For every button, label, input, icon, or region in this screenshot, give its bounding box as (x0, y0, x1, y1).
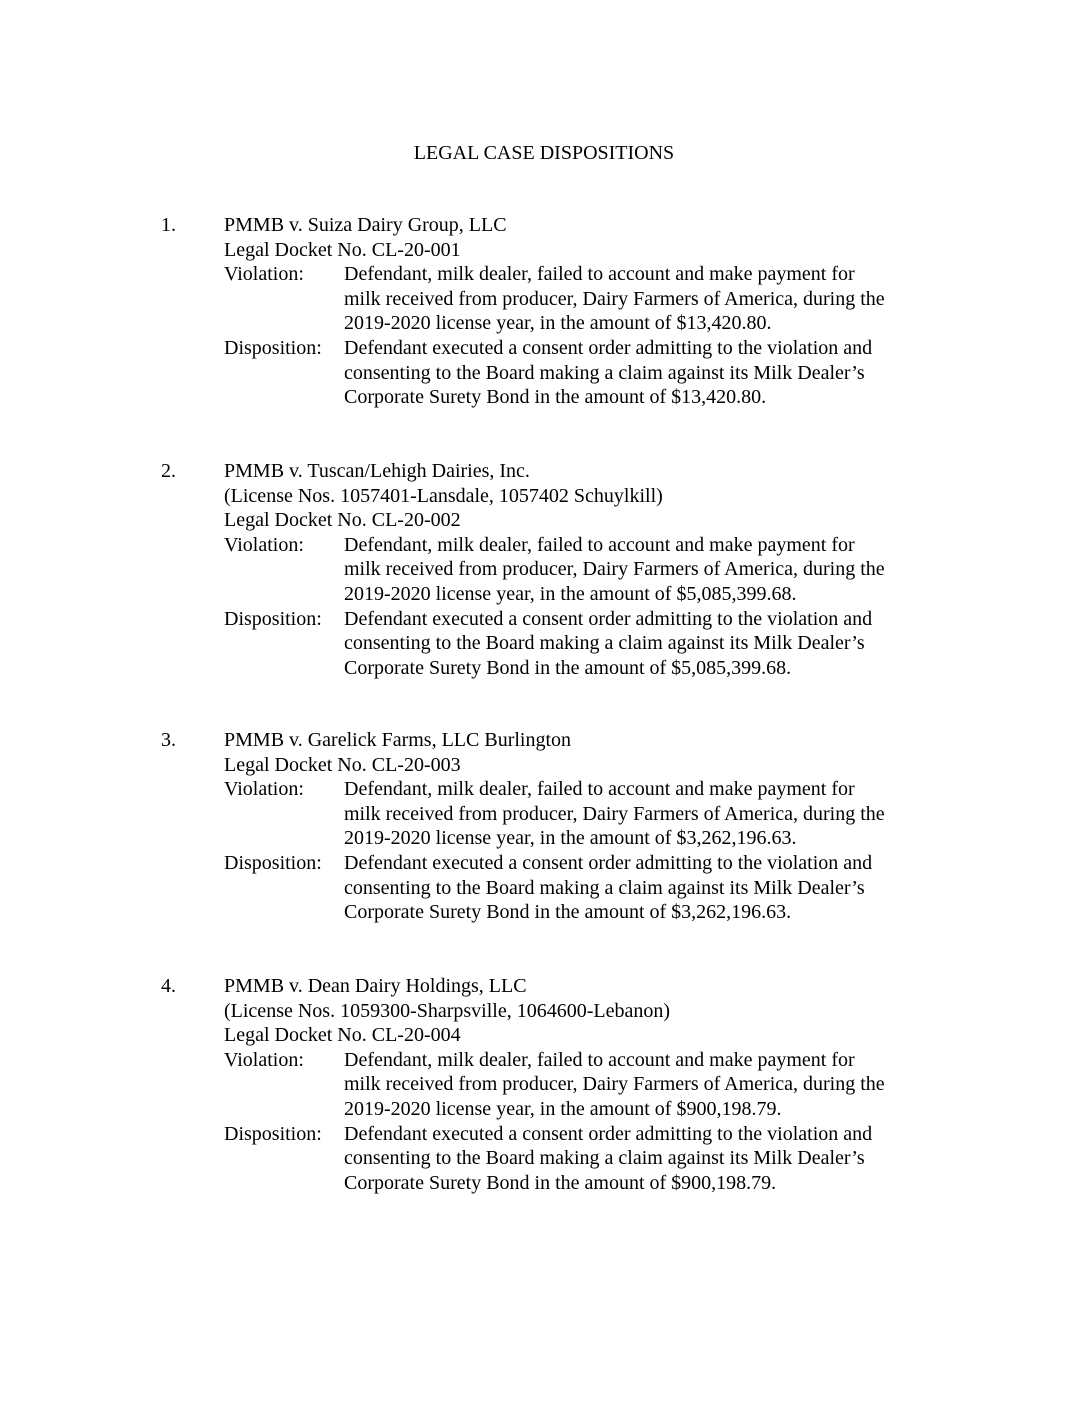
disposition-text: Defendant executed a consent order admitting to the violation and consenting to the Board making a claim against its Milk Dealer’s Corporate Surety Bond in the amount of $5,085,399.68. (344, 607, 873, 679)
disposition-label: Disposition: (224, 851, 322, 874)
violation-text: Defendant, milk dealer, failed to account and make payment for milk received from producer, Dairy Farmers of America, during the 2019-2020 license year, in the amount of $3,262,196.63. (344, 778, 885, 850)
disposition-field (224, 851, 944, 925)
case-caption: PMMB v. Suiza Dairy Group, LLC (224, 214, 507, 236)
case-body (224, 459, 944, 680)
docket-number: Legal Docket No. CL-20-001 (224, 238, 461, 261)
violation-field (224, 262, 944, 336)
disposition-text: Defendant executed a consent order admitting to the violation and consenting to the Board making a claim against its Milk Dealer’s Corporate Surety Bond in the amount of $13,420.80. (344, 336, 873, 409)
case-body (224, 728, 944, 925)
case-caption: PMMB v. Garelick Farms, LLC Burlington (224, 729, 572, 751)
license-numbers: (License Nos. 1057401-Lansdale, 1057402 Schuylkill) (224, 484, 663, 507)
violation-label: Violation: (224, 778, 304, 801)
violation-text: Defendant, milk dealer, failed to account and make payment for milk received from producer, Dairy Farmers of America, during the 2019-2020 license year, in the amount of $13,420.80. (344, 263, 885, 335)
violation-label: Violation: (224, 533, 304, 556)
case-body (224, 974, 944, 1195)
disposition-label: Disposition: (224, 1122, 322, 1145)
violation-label: Violation: (224, 1048, 304, 1071)
docket-number: Legal Docket No. CL-20-004 (224, 1024, 461, 1047)
disposition-text: Defendant executed a consent order admitting to the violation and consenting to the Board making a claim against its Milk Dealer’s Corporate Surety Bond in the amount of $900,198.79. (344, 1122, 873, 1194)
violation-text: Defendant, milk dealer, failed to account and make payment for milk received from producer, Dairy Farmers of America, during the 2019-2020 license year, in the amount of $5,085,399.68. (344, 533, 885, 605)
violation-field (224, 1048, 944, 1122)
disposition-field (224, 336, 944, 410)
disposition-text: Defendant executed a consent order admitting to the violation and consenting to the Board making a claim against its Milk Dealer’s Corporate Surety Bond in the amount of $3,262,196.63. (344, 851, 873, 924)
page-title: LEGAL CASE DISPOSITIONS (413, 142, 675, 164)
case-number: 4. (161, 975, 176, 997)
disposition-label: Disposition: (224, 607, 322, 630)
case-number: 2. (161, 460, 176, 482)
case-body (224, 213, 944, 410)
docket-number: Legal Docket No. CL-20-003 (224, 753, 461, 776)
license-numbers: (License Nos. 1059300-Sharpsville, 1064600-Lebanon) (224, 999, 671, 1022)
case-number: 1. (161, 214, 176, 236)
case-caption: PMMB v. Tuscan/Lehigh Dairies, Inc. (224, 460, 530, 482)
disposition-label: Disposition: (224, 336, 322, 359)
disposition-field (224, 1122, 944, 1196)
disposition-field (224, 607, 944, 681)
violation-label: Violation: (224, 263, 304, 286)
case-number: 3. (161, 729, 176, 751)
violation-text: Defendant, milk dealer, failed to account and make payment for milk received from producer, Dairy Farmers of America, during the 2019-2020 license year, in the amount of $900,198.79. (344, 1048, 885, 1120)
case-caption: PMMB v. Dean Dairy Holdings, LLC (224, 975, 527, 997)
docket-number: Legal Docket No. CL-20-002 (224, 509, 461, 532)
violation-field (224, 777, 944, 851)
violation-field (224, 533, 944, 607)
